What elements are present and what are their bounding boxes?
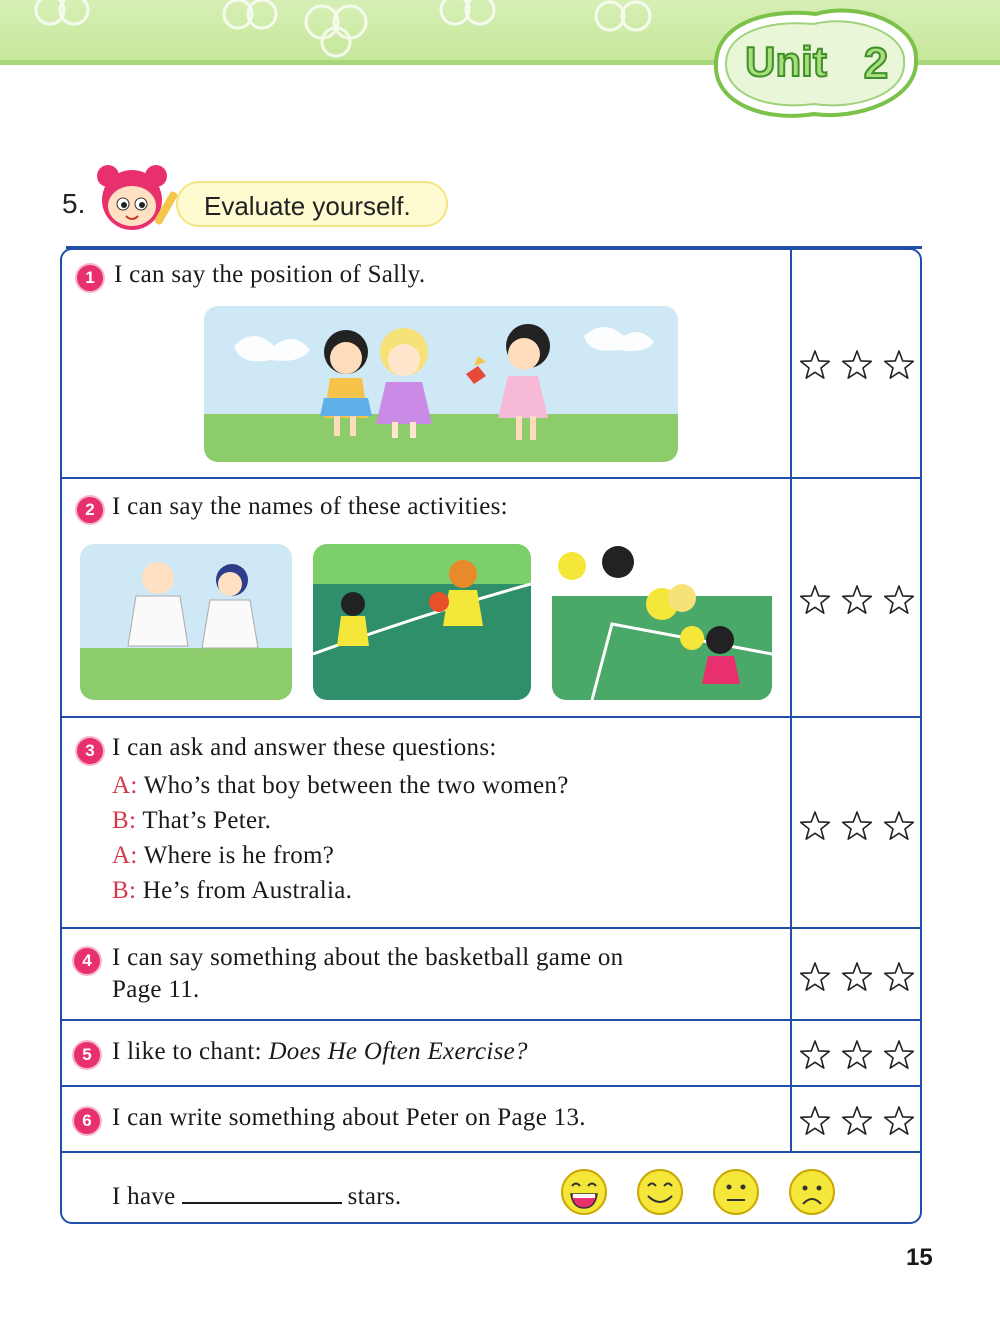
star-rating-row — [798, 1104, 916, 1138]
chant-title: Does He Often Exercise? — [268, 1038, 528, 1065]
clover-decoration-icon — [0, 0, 700, 62]
star-outline-icon[interactable] — [882, 809, 916, 843]
basketball-illustration — [313, 544, 531, 700]
star-outline-icon[interactable] — [798, 1038, 832, 1072]
rating-column-divider — [790, 248, 792, 1153]
star-outline-icon[interactable] — [798, 348, 832, 382]
star-outline-icon[interactable] — [798, 583, 832, 617]
speaker-label: A — [112, 772, 131, 799]
dialogue-line: B: He’s from Australia. — [112, 877, 353, 904]
neutral-face-icon[interactable] — [712, 1168, 760, 1216]
item-number-badge: 1 — [75, 263, 105, 293]
star-outline-icon[interactable] — [840, 348, 874, 382]
star-rating-row — [798, 960, 916, 994]
speaker-label: B — [112, 807, 129, 834]
cheerleading-illustration — [552, 544, 772, 700]
star-outline-icon[interactable] — [840, 1104, 874, 1138]
star-outline-icon[interactable] — [882, 1038, 916, 1072]
section-title: Evaluate yourself. — [176, 181, 448, 227]
speaker-label: A — [112, 842, 131, 869]
item-text — [112, 1038, 528, 1066]
item-text-prefix: I like to chant: — [112, 1038, 269, 1065]
star-outline-icon[interactable] — [798, 960, 832, 994]
feeling-faces — [560, 1168, 836, 1216]
star-outline-icon[interactable] — [882, 583, 916, 617]
star-rating-row — [798, 1038, 916, 1072]
speaker-label: B — [112, 877, 129, 904]
star-outline-icon[interactable] — [882, 348, 916, 382]
summary-prefix: I have — [112, 1183, 176, 1210]
unit-number: 2 — [863, 39, 889, 88]
item-number-badge: 2 — [75, 495, 105, 525]
item-text: I can say the names of these activities: — [112, 493, 508, 520]
row-divider — [60, 1019, 922, 1021]
star-outline-icon[interactable] — [840, 583, 874, 617]
stars-total-sentence — [112, 1180, 401, 1211]
star-outline-icon[interactable] — [798, 809, 832, 843]
stars-count-blank[interactable] — [182, 1180, 342, 1204]
taichi-illustration — [80, 544, 292, 700]
dialogue-text: Where is he from? — [143, 842, 335, 869]
dialogue-text: He’s from Australia. — [142, 877, 353, 904]
star-outline-icon[interactable] — [840, 809, 874, 843]
section-number: 5. — [62, 188, 86, 219]
summary-suffix: stars. — [347, 1183, 402, 1210]
star-rating-row — [798, 583, 916, 617]
item-text: I can write something about Peter on Page 13. — [112, 1104, 586, 1131]
row-divider — [60, 477, 922, 479]
item-number-badge: 4 — [72, 946, 102, 976]
item-text-line1: I can say something about the basketball game on — [112, 944, 624, 971]
page-number: 15 — [906, 1244, 933, 1271]
star-outline-icon[interactable] — [840, 960, 874, 994]
row-divider — [60, 1151, 922, 1153]
dialogue-line: A: Who’s that boy between the two women? — [112, 772, 569, 799]
unit-badge — [706, 4, 922, 122]
star-rating-row — [798, 348, 916, 382]
star-outline-icon[interactable] — [882, 960, 916, 994]
dialogue-text: That’s Peter. — [142, 807, 272, 834]
row-divider — [60, 716, 922, 718]
sad-face-icon[interactable] — [788, 1168, 836, 1216]
item-text: I can ask and answer these questions: — [112, 734, 497, 761]
smiling-face-icon[interactable] — [636, 1168, 684, 1216]
sally-position-illustration — [204, 306, 678, 462]
item-text: I can say the position of Sally. — [114, 261, 426, 288]
item-number-badge: 6 — [72, 1106, 102, 1136]
star-outline-icon[interactable] — [882, 1104, 916, 1138]
item-text-line2: Page 11. — [112, 976, 200, 1003]
dialogue-line: A: Where is he from? — [112, 842, 335, 869]
laughing-face-icon[interactable] — [560, 1168, 608, 1216]
star-outline-icon[interactable] — [840, 1038, 874, 1072]
row-divider — [60, 1085, 922, 1087]
unit-label: Unit — [745, 38, 827, 85]
item-number-badge: 3 — [75, 736, 105, 766]
star-rating-row — [798, 809, 916, 843]
star-outline-icon[interactable] — [798, 1104, 832, 1138]
dialogue-text: Who’s that boy between the two women? — [143, 772, 569, 799]
dialogue-line: B: That’s Peter. — [112, 807, 272, 834]
mascot-girl-icon — [92, 160, 188, 240]
row-divider — [60, 927, 922, 929]
item-number-badge: 5 — [72, 1040, 102, 1070]
